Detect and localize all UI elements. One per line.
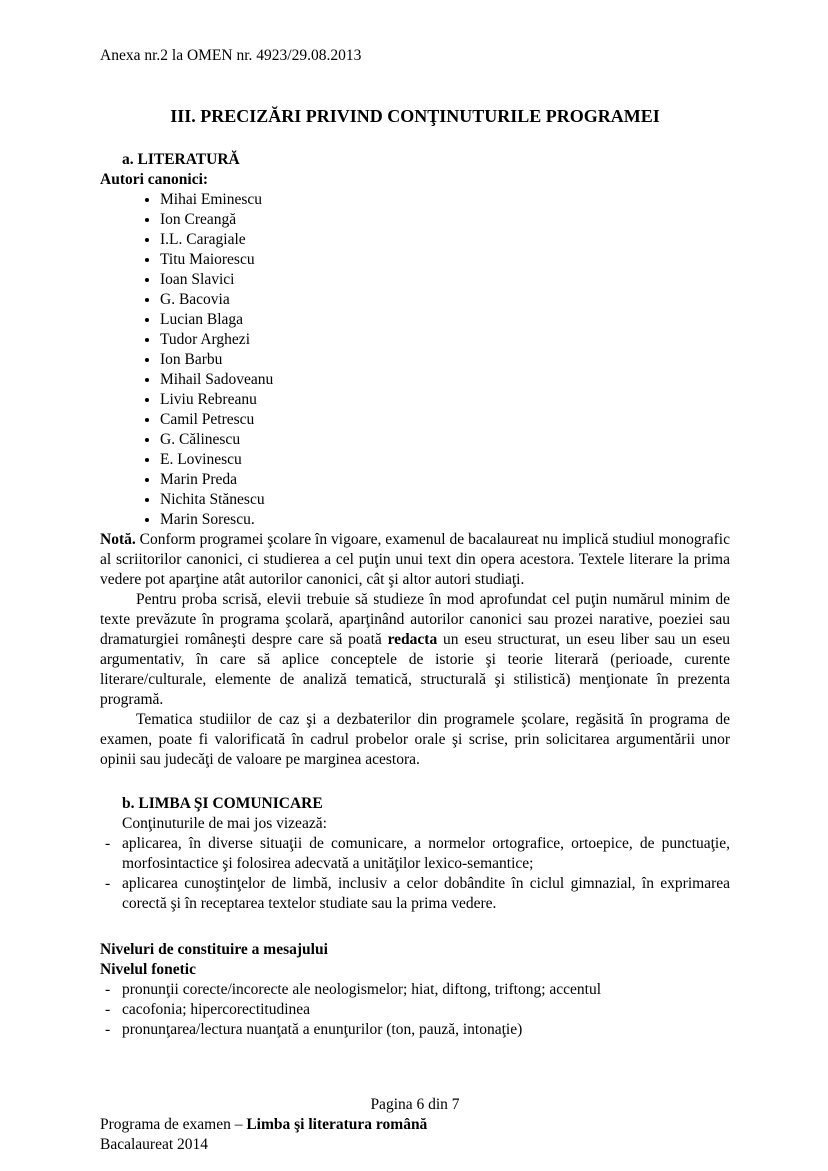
author-item: • Nichita Stănescu (160, 490, 730, 510)
footer-program-line (100, 1115, 730, 1135)
author-item: • Marin Sorescu. (160, 510, 730, 530)
author-item: • Marin Preda (160, 470, 730, 490)
author-item: • G. Călinescu (160, 430, 730, 450)
nota-text: Conform programei şcolare în vigoare, examenul de bacalaureat nu implică studiul monografic al scriitorilor canonici, ci studierea a cel puţin unui text din opera acestora. Textele literare la prima vedere pot aparţine atât autorilor canonici, cât şi altor autori studiaţi. (100, 531, 730, 588)
author-item: • Ion Creangă (160, 210, 730, 230)
footer-program-prefix: Programa de examen – (100, 1116, 247, 1133)
author-item: • G. Bacovia (160, 290, 730, 310)
paragraph-text: Pentru proba scrisă, elevii trebuie să studieze în mod aprofundat cel puţin numărul minim de texte prevăzute în programa şcolară, aparţinând autorilor canonici sau prozei narative, poeziei sau dramaturgiei româneşti despre care să poată (100, 591, 730, 648)
footer-year: Bacalaureat 2014 (100, 1136, 209, 1153)
author-item: • Ion Barbu (160, 350, 730, 370)
author-item: • I.L. Caragiale (160, 230, 730, 250)
paragraph-tematica: Tematica studiilor de caz şi a dezbaterilor din programele şcolare, regăsită în programa de examen, poate fi valorificată în cadrul probelor orale şi scrise, prin solicitarea argumentării unor opinii sau judecăţi de valoare pe marginea acestora. (100, 711, 730, 768)
author-item: • Lucian Blaga (160, 310, 730, 330)
levels-item: - pronunţii corecte/incorecte ale neologismelor; hiat, diftong, triftong; accentul (100, 980, 730, 1000)
page-footer (100, 1095, 730, 1155)
author-item: • Liviu Rebreanu (160, 390, 730, 410)
author-item: • Tudor Arghezi (160, 330, 730, 350)
nota-label: Notă. (100, 531, 136, 548)
author-item: • Mihai Eminescu (160, 190, 730, 210)
paragraph-proba-scrisa (100, 590, 730, 710)
author-item: • Camil Petrescu (160, 410, 730, 430)
nota-paragraph (100, 530, 730, 590)
header-annex-line: Anexa nr.2 la OMEN nr. 4923/29.08.2013 (100, 47, 362, 64)
author-item: • Titu Maiorescu (160, 250, 730, 270)
authors-label: Autori canonici: (100, 171, 209, 188)
paragraph-text: un eseu structurat, un eseu liber sau un eseu argumentativ, în care să aplice conceptele de istorie şi teorie literară (perioade, curente literare/culturale, elemente de analiză tematică, structurală şi stilistică) menţionate în prezenta programă. (100, 631, 730, 708)
levels-item: - cacofonia; hipercorectitudinea (100, 1000, 730, 1020)
author-item: • Mihail Sadoveanu (160, 370, 730, 390)
authors-list (100, 190, 730, 530)
levels-heading: Niveluri de constituire a mesajului (100, 941, 328, 958)
page-title: III. PRECIZĂRI PRIVIND CONŢINUTURILE PROGRAMEI (170, 106, 660, 126)
section-b-intro: Conţinuturile de mai jos vizează: (122, 815, 327, 832)
section-b-item: - aplicarea cunoştinţelor de limbă, inclusiv a celor dobândite în ciclul gimnazial, în exprimarea corectă şi în receptarea textelor studiate sau la prima vedere. (100, 874, 730, 914)
redacta-emphasis: redacta (387, 631, 438, 648)
level-fonetic-heading: Nivelul fonetic (100, 961, 196, 978)
levels-list (100, 980, 730, 1040)
section-b-heading: b. LIMBA ŞI COMUNICARE (122, 795, 323, 812)
footer-program-title: Limba şi literatura română (246, 1116, 428, 1133)
author-item: • Ioan Slavici (160, 270, 730, 290)
section-b-list (100, 834, 730, 914)
section-b-item: - aplicarea, în diverse situaţii de comunicare, a normelor ortografice, ortoepice, de punctuaţie, morfosintactice şi folosirea adecvată a unităţilor lexico-semantice; (100, 834, 730, 874)
author-item: • E. Lovinescu (160, 450, 730, 470)
section-a-heading: a. LITERATURĂ (122, 151, 240, 168)
levels-item: - pronunţarea/lectura nuanţată a enunţurilor (ton, pauză, intonaţie) (100, 1020, 730, 1040)
footer-page-number: Pagina 6 din 7 (370, 1096, 460, 1113)
